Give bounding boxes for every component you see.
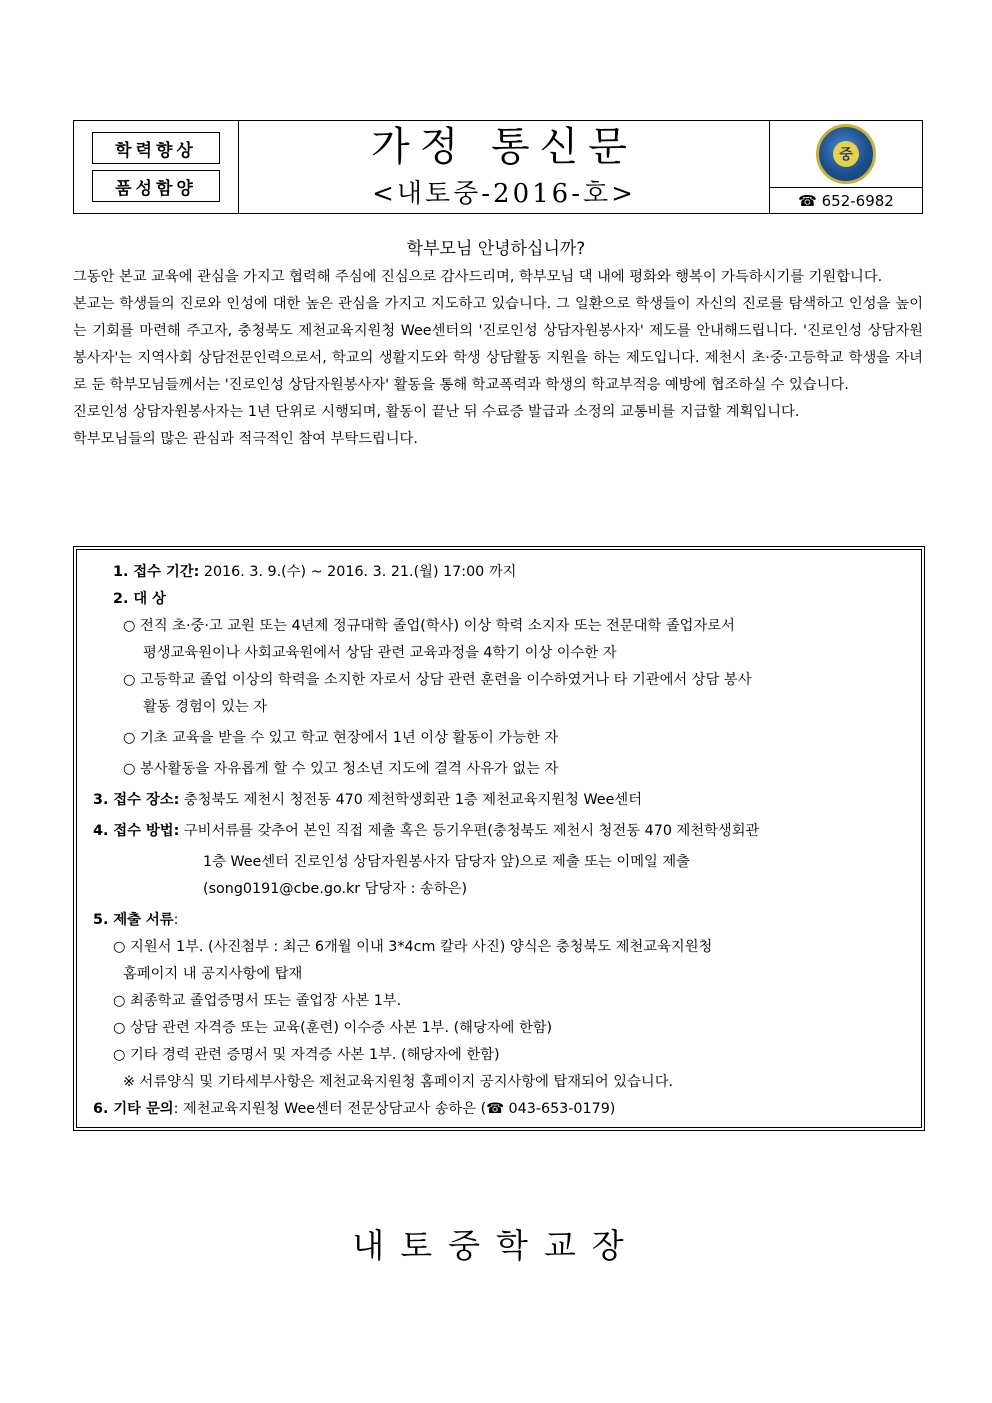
target-item-3: ○ 기초 교육을 받을 수 있고 학교 현장에서 1년 이상 활동이 가능한 자 xyxy=(123,730,559,746)
target-label: 2. 대 상 xyxy=(113,591,166,607)
slogan-column xyxy=(74,121,239,213)
body-paragraph-1: 그동안 본교 교육에 관심을 가지고 협력해 주심에 진심으로 감사드리며, 학부모님 댁 내에 평화와 행복이 가득하시기를 기원합니다. xyxy=(73,269,883,285)
period-row xyxy=(93,559,921,586)
method-value: 구비서류를 갖추어 본인 직접 제출 혹은 등기우편(충청북도 제천시 청전동 470 제천학생회관 xyxy=(179,823,760,839)
method-line-2: 1층 Wee센터 진로인성 상담자원봉사자 담당자 앞)으로 제출 또는 이메일 제출 xyxy=(203,854,690,870)
school-phone: ☎ 652-6982 xyxy=(770,187,922,213)
method-line-3: (song0191@cbe.go.kr 담당자 : 송하은) xyxy=(203,881,468,897)
place-row xyxy=(93,787,921,814)
body-paragraph-4: 학부모님들의 많은 관심과 적극적인 참여 부탁드립니다. xyxy=(73,431,418,447)
docs-item-1: ○ 지원서 1부. (사진첨부 : 최근 6개월 이내 3*4cm 칼라 사진) 양식은 충청북도 제천교육지원청 xyxy=(113,939,713,955)
docs-item-3: ○ 상담 관련 자격증 또는 교육(훈련) 이수증 사본 1부. (해당자에 한함) xyxy=(113,1020,553,1036)
period-value: 2016. 3. 9.(수) ~ 2016. 3. 21.(월) 17:00 까지 xyxy=(199,564,517,580)
issue-number: <내토중-2016-호> xyxy=(372,178,636,209)
slogan-academic: 학력향상 xyxy=(92,132,220,164)
contact-value: : 제천교육지원청 Wee센터 전문상담교사 송하은 (☎ 043-653-0179) xyxy=(173,1101,616,1117)
docs-label: 5. 제출 서류 xyxy=(93,912,174,928)
target-item-2: ○ 고등학교 졸업 이상의 학력을 소지한 자로서 상담 관련 훈련을 이수하였거나 타 기관에서 상담 봉사 xyxy=(123,672,752,688)
application-info-inner xyxy=(76,549,922,1128)
title-column xyxy=(239,121,769,213)
docs-row xyxy=(93,907,921,934)
place-value: 충청북도 제천시 청전동 470 제천학생회관 1층 제천교육지원청 Wee센터 xyxy=(179,792,643,808)
docs-item-2: ○ 최종학교 졸업증명서 또는 졸업장 사본 1부. xyxy=(113,993,402,1009)
docs-item-4: ○ 기타 경력 관련 증명서 및 자격증 사본 1부. (해당자에 한함) xyxy=(113,1047,500,1063)
period-label: 1. 접수 기간: xyxy=(113,564,200,580)
application-info-box xyxy=(73,546,925,1131)
docs-colon: : xyxy=(173,912,179,928)
slogan-character: 품성함양 xyxy=(92,170,220,202)
logo-column xyxy=(769,121,922,213)
docs-note: ※ 서류양식 및 기타세부사항은 제천교육지원청 홈페이지 공지사항에 탑재되어 있습니다. xyxy=(123,1074,674,1090)
target-item-1: ○ 전직 초·중·고 교원 또는 4년제 정규대학 졸업(학사) 이상 학력 소지자 또는 전문대학 졸업자로서 xyxy=(123,618,735,634)
page-title: 가정 통신문 xyxy=(371,123,637,170)
letter-body xyxy=(73,264,923,453)
contact-row xyxy=(93,1096,921,1123)
docs-item-1-cont: 홈페이지 내 공지사항에 탑재 xyxy=(123,966,303,982)
principal-signature: 내토중학교장 xyxy=(352,1226,640,1265)
body-paragraph-3: 진로인성 상담자원봉사자는 1년 단위로 시행되며, 활동이 끝난 뒤 수료증 발급과 소정의 교통비를 지급할 계획입니다. xyxy=(73,404,800,420)
method-label: 4. 접수 방법: xyxy=(93,823,180,839)
contact-label: 6. 기타 문의 xyxy=(93,1101,174,1117)
emblem-char: 중 xyxy=(833,141,859,167)
place-label: 3. 접수 장소: xyxy=(93,792,180,808)
newsletter-header xyxy=(73,120,923,214)
body-paragraph-2: 본교는 학생들의 진로와 인성에 대한 높은 관심을 가지고 지도하고 있습니다. 그 일환으로 학생들이 자신의 진로를 탐색하고 인성을 높이는 기회를 마련해 주고자, 충청북도 제천교육지원청 Wee센터의 '진로인성 상담자원봉사자' 제도를 안내해드립니다. '진로인성 상담자원봉사자'는 지역사회 상담전문인력으로서, 학교의 생활지도와 학생 상담활동 지원을 하는 제도입니다. 제천시 초·중·고등학교 학생을 자녀로 둔 학부모님들께서는 '진로인성 상담자원봉사자' 활동을 통해 학교폭력과 학생의 학교부적응 예방에 협조하실 수 있습니다. xyxy=(73,296,923,393)
greeting-heading: 학부모님 안녕하십니까? xyxy=(406,239,586,259)
target-item-2-cont: 활동 경험이 있는 자 xyxy=(143,699,268,715)
logo-wrap xyxy=(770,121,922,187)
target-item-1-cont: 평생교육원이나 사회교육원에서 상담 관련 교육과정을 4학기 이상 이수한 자 xyxy=(143,645,617,661)
school-emblem-icon xyxy=(816,124,876,184)
method-row xyxy=(93,818,921,845)
target-item-4: ○ 봉사활동을 자유롭게 할 수 있고 청소년 지도에 결격 사유가 없는 자 xyxy=(123,761,559,777)
